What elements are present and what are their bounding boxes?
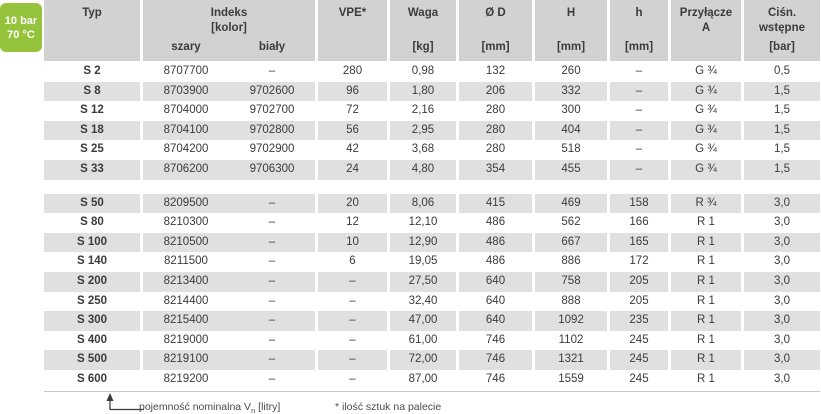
table-cell: – (229, 272, 315, 292)
table-cell: 72,00 (390, 350, 456, 370)
table-row (44, 311, 821, 331)
table-cell: 640 (459, 311, 532, 331)
table-cell: 245 (629, 372, 649, 385)
table-cell: 455 (535, 160, 607, 180)
table-row (44, 121, 821, 141)
badge-pressure: 10 bar (4, 14, 38, 27)
table-cell: 206 (459, 82, 532, 102)
table-cell: S 50 (44, 194, 140, 214)
table-cell: 300 (561, 104, 581, 117)
table-cell: 132 (485, 65, 506, 77)
table-cell: 24 (318, 160, 387, 180)
table-cell: 3,0 (744, 272, 820, 292)
table-cell: 158 (610, 194, 668, 214)
table-cell: 2,16 (411, 104, 435, 117)
table-cell: 27,50 (390, 272, 456, 292)
table-cell: 1,5 (744, 82, 820, 102)
table-cell: R 1 (671, 350, 741, 370)
table-row (44, 140, 821, 160)
table-cell: 280 (459, 121, 532, 141)
table-cell: 332 (535, 82, 607, 102)
table-cell: – (349, 372, 356, 385)
table-cell: R 1 (697, 333, 715, 346)
table-cell: 0,98 (411, 65, 435, 77)
table-cell: 260 (561, 65, 581, 77)
table-row (44, 160, 821, 180)
table-body (44, 62, 821, 390)
table-cell: 486 (459, 233, 532, 253)
table-cell: R 1 (697, 255, 715, 268)
table-cell: 1,5 (774, 104, 790, 117)
table-cell: S 33 (44, 160, 140, 180)
table-cell: 9702600 (229, 82, 315, 102)
table-cell: 8215400 (143, 311, 229, 331)
table-cell: – (268, 372, 276, 385)
table-cell: 1092 (535, 311, 607, 331)
table-cell: 9702900 (249, 143, 295, 156)
table-cell: 2,95 (390, 121, 456, 141)
table-cell: – (349, 333, 356, 346)
table-row (44, 233, 821, 253)
table-cell: 9702700 (249, 104, 295, 117)
table-cell: 3,0 (744, 311, 820, 331)
table-cell: S 80 (80, 216, 104, 229)
table-cell: 469 (535, 194, 607, 214)
table-cell: 8209500 (143, 194, 229, 214)
table-cell: 3,0 (744, 233, 820, 253)
table-cell: – (610, 160, 668, 180)
table-cell: S 100 (44, 233, 140, 253)
table-cell: – (229, 311, 315, 331)
table-cell: 8706200 (143, 160, 229, 180)
table-cell: 8704000 (163, 104, 209, 117)
table-header (44, 0, 821, 61)
header-indeks-bialy: biały (258, 41, 286, 53)
table-cell: 87,00 (408, 372, 438, 385)
table-cell: – (635, 143, 643, 156)
table-cell: – (268, 65, 276, 77)
table-cell: – (229, 194, 315, 214)
table-cell: 42 (346, 143, 359, 156)
table-cell: 8210500 (143, 233, 229, 253)
table-cell: 0,5 (774, 65, 790, 77)
table-cell: 886 (561, 255, 581, 268)
table-cell: 8707700 (163, 65, 209, 77)
table-cell: 8214400 (163, 294, 209, 307)
table-cell: S 12 (80, 104, 104, 117)
table-cell: 640 (485, 294, 506, 307)
table-cell: G ¾ (695, 65, 717, 77)
table-cell: 1,80 (390, 82, 456, 102)
table-cell: 746 (459, 350, 532, 370)
header-indeks-szary: szary (171, 41, 201, 53)
table-group (44, 62, 821, 180)
table-cell: – (229, 350, 315, 370)
header-cisnienie-wstepne: Ciśn. wstępne [bar] (744, 0, 820, 61)
table-cell: 8213400 (143, 272, 229, 292)
table-cell: – (610, 82, 668, 102)
table-cell: 8704200 (163, 143, 209, 156)
table-cell: 6 (349, 255, 356, 268)
table-cell: 415 (459, 194, 532, 214)
table-cell: 8211500 (164, 255, 208, 268)
table-cell: 8219000 (163, 333, 209, 346)
table-cell: – (610, 121, 668, 141)
table-cell: 166 (629, 216, 649, 229)
table-cell: G ¾ (671, 82, 741, 102)
table-cell: 8703900 (143, 82, 229, 102)
table-cell: 1,5 (774, 143, 790, 156)
table-cell: 10 (318, 233, 387, 253)
table-cell: 12 (346, 216, 359, 229)
table-cell: – (268, 333, 276, 346)
table-cell: – (318, 311, 387, 331)
table-cell: 1321 (535, 350, 607, 370)
table-cell: 47,00 (390, 311, 456, 331)
table-cell: – (635, 104, 643, 117)
table-cell: R 1 (697, 216, 715, 229)
table-cell: 8210300 (163, 216, 209, 229)
table-cell: – (318, 350, 387, 370)
table-cell: R ¾ (671, 194, 741, 214)
table-cell: 518 (561, 143, 581, 156)
table-cell: – (268, 294, 276, 307)
table-cell: R 1 (671, 272, 741, 292)
table-cell: 486 (485, 255, 506, 268)
table-cell: S 140 (76, 255, 108, 268)
table-cell: 4,80 (390, 160, 456, 180)
table-cell: 3,0 (774, 294, 790, 307)
table-row (44, 82, 821, 102)
table-row (44, 350, 821, 370)
table-cell: 486 (485, 216, 506, 229)
table-cell: 404 (535, 121, 607, 141)
table-cell: 8219200 (163, 372, 209, 385)
table-cell: 1,5 (744, 160, 820, 180)
table-cell: 280 (485, 104, 506, 117)
table-cell: S 500 (44, 350, 140, 370)
table-row (44, 252, 821, 272)
table-cell: 172 (629, 255, 649, 268)
table-group (44, 194, 821, 390)
table-row (44, 292, 821, 312)
table-cell: 1,5 (744, 121, 820, 141)
table-cell: 96 (318, 82, 387, 102)
table-cell: 354 (459, 160, 532, 180)
table-cell: 8219100 (143, 350, 229, 370)
table-row (44, 213, 821, 233)
footnote-nominal-volume: pojemność nominalna $V_n$ [litry] (139, 400, 281, 414)
header-indeks-subcolumns (143, 40, 315, 55)
table-cell: 165 (610, 233, 668, 253)
table-cell: R 1 (697, 372, 715, 385)
table-cell: 205 (629, 294, 649, 307)
table-cell: 61,00 (408, 333, 438, 346)
table-cell: 19,05 (408, 255, 438, 268)
table-cell: 640 (459, 272, 532, 292)
header-height-h: h [mm] (610, 0, 668, 61)
table-cell: S 400 (76, 333, 108, 346)
table-cell: 746 (485, 372, 506, 385)
table-cell: 235 (610, 311, 668, 331)
table-cell: 8,06 (390, 194, 456, 214)
table-cell: R 1 (671, 311, 741, 331)
table-cell: 280 (342, 65, 363, 77)
table-cell: 3,0 (744, 350, 820, 370)
table-cell: 12,90 (390, 233, 456, 253)
header-indeks: Indeks [kolor] szary biały (143, 0, 315, 61)
table-row (44, 101, 821, 121)
pressure-temperature-badge (0, 3, 42, 52)
table-cell: 3,0 (774, 255, 790, 268)
table-cell: 667 (535, 233, 607, 253)
table-cell: R 1 (671, 233, 741, 253)
table-cell: S 600 (76, 372, 108, 385)
header-height-H: H [mm] (535, 0, 607, 61)
table-row (44, 62, 821, 82)
table-cell: 1102 (558, 333, 584, 346)
table-cell: 1559 (558, 372, 584, 385)
header-typ: Typ (44, 0, 140, 61)
table-cell: S 25 (80, 143, 104, 156)
table-cell: 9706300 (229, 160, 315, 180)
table-cell: 3,0 (744, 194, 820, 214)
table-cell: 888 (561, 294, 581, 307)
footnote-pallet-quantity: * ilość sztuk na palecie (335, 400, 442, 413)
table-cell: G ¾ (671, 121, 741, 141)
table-cell: R 1 (697, 294, 715, 307)
footnotes (0, 392, 821, 414)
table-cell: G ¾ (671, 160, 741, 180)
table-cell: 3,0 (774, 372, 790, 385)
table-cell: 72 (346, 104, 359, 117)
table-cell: S 300 (44, 311, 140, 331)
table-cell: 3,68 (411, 143, 435, 156)
table-row (44, 370, 821, 390)
table-cell: 3,0 (774, 216, 790, 229)
table-cell: 205 (610, 272, 668, 292)
table-cell: 746 (485, 333, 506, 346)
table-cell: 562 (561, 216, 581, 229)
table-cell: G ¾ (695, 143, 717, 156)
header-przylacze: Przyłącze A (671, 0, 741, 61)
table-cell: 3,0 (774, 333, 790, 346)
table-cell: S 8 (44, 82, 140, 102)
badge-temperature: 70 °C (7, 28, 35, 41)
table-cell: G ¾ (695, 104, 717, 117)
table-cell: 32,40 (408, 294, 438, 307)
table-row (44, 331, 821, 351)
table-cell: 758 (535, 272, 607, 292)
header-vpe: VPE* (318, 0, 387, 61)
header-diameter: Ø D [mm] (459, 0, 532, 61)
table-cell: – (268, 255, 276, 268)
table-cell: 8704100 (143, 121, 229, 141)
table-cell: – (268, 216, 276, 229)
table-cell: – (318, 272, 387, 292)
table-cell: – (635, 65, 643, 77)
table-cell: 20 (318, 194, 387, 214)
table-row (44, 272, 821, 292)
table-cell: S 2 (83, 65, 101, 77)
table-cell: 12,10 (408, 216, 438, 229)
table-cell: S 200 (44, 272, 140, 292)
table-cell: 245 (610, 350, 668, 370)
table-cell: S 250 (76, 294, 108, 307)
table-row (44, 194, 821, 214)
table-cell: – (229, 233, 315, 253)
pointer-up-arrow-icon (102, 393, 144, 411)
table-cell: S 18 (44, 121, 140, 141)
table-cell: 280 (485, 143, 506, 156)
table-cell: 56 (318, 121, 387, 141)
table-cell: 245 (629, 333, 649, 346)
table-cell: – (349, 294, 356, 307)
table-cell: 9702800 (229, 121, 315, 141)
header-waga: Waga [kg] (390, 0, 456, 61)
